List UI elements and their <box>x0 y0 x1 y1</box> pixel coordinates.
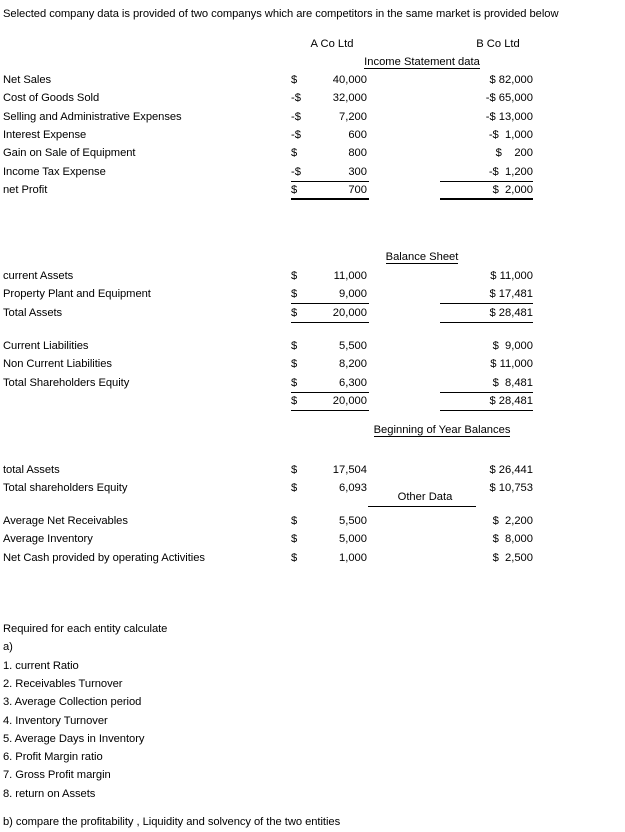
cell-company-a <box>291 377 369 393</box>
currency-symbol-a: $ <box>291 288 298 301</box>
row-label: Gain on Sale of Equipment <box>3 147 136 160</box>
amount-company-b: $ 26,441 <box>489 464 533 476</box>
cell-company-b <box>440 340 533 356</box>
cell-company-a <box>291 358 369 374</box>
currency-symbol-a: -$ <box>291 110 301 123</box>
table-row <box>0 270 625 288</box>
amount-company-b: $ 17,481 <box>489 288 533 301</box>
amount-company-a: 600 <box>348 128 367 141</box>
amount-company-b: $ 11,000 <box>490 358 533 371</box>
cell-company-b <box>440 288 533 304</box>
cell-company-b <box>440 74 533 90</box>
currency-symbol-a: -$ <box>291 165 301 178</box>
intro-paragraph: Selected company data is provided of two companys which are competitors in the same market is provided below <box>3 8 559 20</box>
row-label: Total Shareholders Equity <box>3 376 130 389</box>
row-label: total Assets <box>3 464 60 476</box>
amount-company-a: 20,000 <box>332 394 367 407</box>
currency-symbol-a: $ <box>291 533 298 546</box>
cell-company-a <box>291 74 369 90</box>
amount-company-a: 800 <box>348 147 367 160</box>
cell-company-b <box>440 515 533 531</box>
section-title-income-statement <box>332 56 512 68</box>
amount-company-b: $ 200 <box>495 147 533 160</box>
amount-company-a: 40,000 <box>332 74 367 86</box>
cell-company-a <box>291 129 369 145</box>
cell-company-b <box>440 184 533 200</box>
table-row <box>0 74 625 92</box>
amount-company-b: $ 9,000 <box>492 340 533 352</box>
currency-symbol-a: $ <box>291 74 298 86</box>
cell-company-a <box>291 482 369 498</box>
row-label: Average Inventory <box>3 533 93 546</box>
amount-company-b: $ 28,481 <box>489 306 533 319</box>
table-row <box>0 288 625 306</box>
amount-company-a: 32,000 <box>332 92 367 105</box>
amount-company-a: 6,300 <box>339 376 367 389</box>
requirement-item: 4. Inventory Turnover <box>3 714 108 727</box>
cell-company-a <box>291 552 369 568</box>
cell-company-b <box>440 395 533 411</box>
row-label: Interest Expense <box>3 128 87 141</box>
cell-company-b <box>440 166 533 182</box>
table-row <box>0 358 625 376</box>
column-header-company-b: B Co Ltd <box>476 38 520 50</box>
table-row <box>0 147 625 165</box>
row-label: Current Liabilities <box>3 340 89 352</box>
currency-symbol-a: $ <box>291 394 298 407</box>
amount-company-a: 5,000 <box>339 533 367 546</box>
amount-company-a: 700 <box>348 183 367 196</box>
cell-company-b <box>440 92 533 108</box>
section-title-balance-sheet-text: Balance Sheet <box>385 251 459 263</box>
table-row <box>0 464 625 482</box>
amount-company-b: $ 8,000 <box>492 533 533 546</box>
section-title-beginning-of-year-text: Beginning of Year Balances <box>373 424 511 436</box>
cell-company-b <box>440 377 533 393</box>
currency-symbol-a: $ <box>291 376 298 389</box>
currency-symbol-a: $ <box>291 306 298 319</box>
amount-company-a: 6,093 <box>339 482 367 495</box>
cell-company-b <box>440 270 533 286</box>
amount-company-b: $ 11,000 <box>490 270 533 282</box>
row-label: Net Sales <box>3 74 52 86</box>
row-label: Cost of Goods Sold <box>3 92 100 105</box>
currency-symbol-a: $ <box>291 464 298 476</box>
table-row <box>0 377 625 395</box>
table-row <box>0 552 625 570</box>
currency-symbol-a: $ <box>291 358 298 371</box>
section-title-income-statement-text: Income Statement data <box>364 56 480 68</box>
row-label: Total Assets <box>3 306 63 319</box>
amount-company-b: -$ 13,000 <box>485 110 533 123</box>
requirement-item: 8. return on Assets <box>3 787 96 800</box>
amount-company-a: 1,000 <box>339 551 367 564</box>
amount-company-b: $ 2,500 <box>492 551 533 564</box>
cell-company-a <box>291 270 369 286</box>
currency-symbol-a: $ <box>291 147 298 160</box>
amount-company-a: 9,000 <box>339 288 367 301</box>
table-row <box>0 184 625 202</box>
amount-company-b: $ 2,000 <box>492 183 533 196</box>
table-row <box>0 92 625 110</box>
table-row <box>0 533 625 551</box>
section-title-beginning-of-year <box>342 424 542 436</box>
cell-company-a <box>291 340 369 356</box>
requirement-item: 7. Gross Profit margin <box>3 769 111 782</box>
amount-company-b: $ 82,000 <box>489 74 533 86</box>
row-label: Non Current Liabilities <box>3 358 112 371</box>
amount-company-a: 11,000 <box>333 270 367 282</box>
cell-company-a <box>291 92 369 108</box>
requirements-heading: Required for each entity calculate <box>3 623 168 635</box>
requirements-part-b: b) compare the profitability , Liquidity and solvency of the two entities <box>3 816 341 828</box>
cell-company-b <box>440 482 533 498</box>
cell-company-b <box>440 358 533 374</box>
table-row <box>0 129 625 147</box>
currency-symbol-a: $ <box>291 270 298 282</box>
amount-company-a: 300 <box>348 165 367 178</box>
currency-symbol-a: $ <box>291 340 298 352</box>
amount-company-a: 17,504 <box>332 464 367 476</box>
amount-company-b: $ 10,753 <box>489 482 533 495</box>
cell-company-b <box>440 307 533 323</box>
row-label: Average Net Receivables <box>3 515 128 527</box>
table-row <box>0 166 625 184</box>
table-row <box>0 515 625 533</box>
currency-symbol-a: -$ <box>291 128 301 141</box>
table-row <box>0 340 625 358</box>
row-label: Selling and Administrative Expenses <box>3 110 182 123</box>
cell-company-b <box>440 147 533 163</box>
amount-company-b: $ 2,200 <box>492 515 533 527</box>
row-label: Income Tax Expense <box>3 165 106 178</box>
cell-company-b <box>440 129 533 145</box>
currency-symbol-a: -$ <box>291 92 301 105</box>
currency-symbol-a: $ <box>291 183 298 196</box>
cell-company-a <box>291 533 369 549</box>
requirements-part-a-label: a) <box>3 641 13 654</box>
row-label: Total shareholders Equity <box>3 482 128 495</box>
table-row <box>0 482 625 500</box>
cell-company-b <box>440 111 533 127</box>
requirement-item: 2. Receivables Turnover <box>3 677 123 690</box>
requirement-item: 3. Average Collection period <box>3 696 142 709</box>
cell-company-a <box>291 515 369 531</box>
amount-company-a: 5,500 <box>339 340 367 352</box>
cell-company-b <box>440 533 533 549</box>
currency-symbol-a: $ <box>291 482 298 495</box>
requirement-item: 6. Profit Margin ratio <box>3 751 103 764</box>
row-label: Property Plant and Equipment <box>3 288 151 301</box>
row-label: Net Cash provided by operating Activities <box>3 551 205 564</box>
section-rule-other-data <box>368 506 476 507</box>
amount-company-a: 7,200 <box>339 110 367 123</box>
cell-company-a <box>291 184 369 200</box>
cell-company-a <box>291 464 369 480</box>
section-title-balance-sheet <box>352 251 492 263</box>
amount-company-a: 20,000 <box>332 306 367 319</box>
cell-company-b <box>440 464 533 480</box>
table-row <box>0 395 625 413</box>
amount-company-b: -$ 1,000 <box>488 128 533 141</box>
cell-company-a <box>291 395 369 411</box>
amount-company-b: -$ 1,200 <box>488 165 533 178</box>
row-label: current Assets <box>3 270 74 282</box>
cell-company-a <box>291 307 369 323</box>
table-row <box>0 307 625 325</box>
amount-company-a: 8,200 <box>339 358 367 371</box>
amount-company-b: $ 8,481 <box>492 376 533 389</box>
cell-company-b <box>440 552 533 568</box>
cell-company-a <box>291 111 369 127</box>
row-label: net Profit <box>3 183 48 196</box>
table-row <box>0 111 625 129</box>
requirement-item: 1. current Ratio <box>3 659 79 672</box>
requirement-item: 5. Average Days in Inventory <box>3 732 145 745</box>
section-title-other-data: Other Data <box>397 491 453 503</box>
amount-company-a: 5,500 <box>339 515 367 527</box>
cell-company-a <box>291 166 369 182</box>
cell-company-a <box>291 147 369 163</box>
currency-symbol-a: $ <box>291 551 298 564</box>
column-header-company-a: A Co Ltd <box>310 38 354 50</box>
amount-company-b: $ 28,481 <box>489 394 533 407</box>
currency-symbol-a: $ <box>291 515 298 527</box>
cell-company-a <box>291 288 369 304</box>
amount-company-b: -$ 65,000 <box>485 92 533 105</box>
